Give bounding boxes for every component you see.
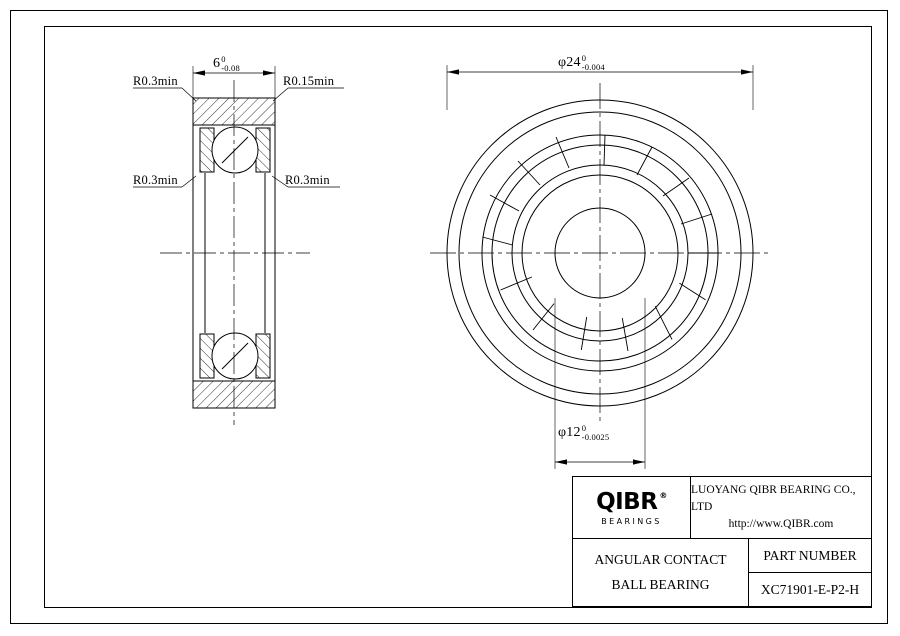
front-view [430, 65, 770, 469]
fillet-note-top-right: R0.15min [283, 74, 335, 88]
width-dimension-label: 6 0 -0.08 [213, 54, 240, 73]
title-block-header [573, 477, 871, 539]
outer-diameter-label: φ24 0 -0.004 [558, 53, 605, 72]
company-name: LUOYANG QIBR BEARING CO., LTD [691, 483, 856, 513]
title-block [572, 476, 872, 607]
product-description [573, 539, 749, 607]
company-url[interactable]: http://www.QIBR.com [728, 518, 834, 531]
title-block-body [573, 539, 871, 607]
logo-subtitle: BEARINGS [601, 517, 662, 526]
fillet-note-bottom-right: R0.3min [285, 173, 330, 187]
part-number-value: XC71901-E-P2-H [760, 582, 860, 597]
bore-diameter-label: φ12 0 -0.0025 [558, 423, 610, 442]
logo-wordmark [596, 491, 667, 514]
registered-trademark-icon: ® [659, 491, 667, 500]
company-info [691, 482, 871, 534]
part-number-label: PART NUMBER [749, 539, 871, 573]
logo-text: QIBR [596, 489, 658, 515]
product-description-line1: ANGULAR CONTACT [594, 552, 727, 568]
company-logo [573, 477, 691, 538]
section-view [133, 66, 344, 425]
product-description-line2: BALL BEARING [611, 577, 710, 592]
fillet-note-top-left: R0.3min [133, 74, 178, 88]
part-number-block [749, 539, 871, 607]
fillet-note-bottom-left: R0.3min [133, 173, 178, 187]
